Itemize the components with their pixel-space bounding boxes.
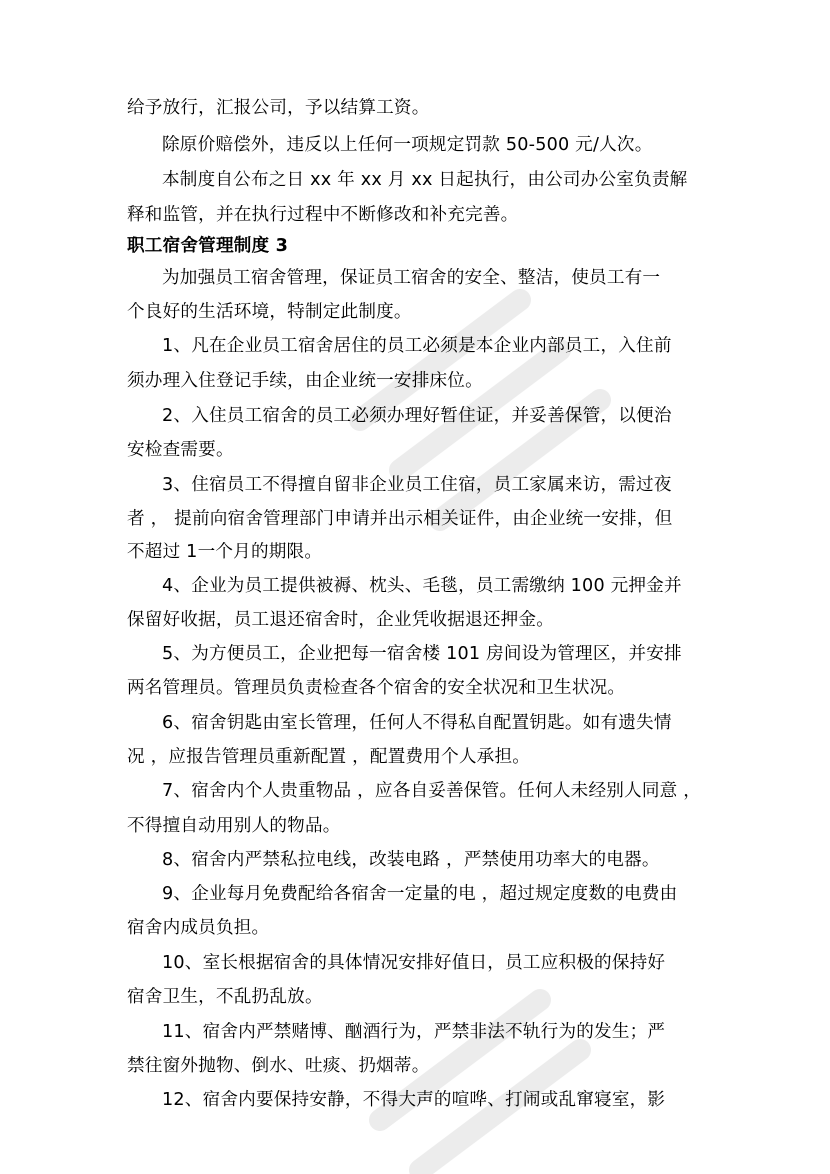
text-line: 安检查需要。	[127, 440, 234, 460]
text-line: 4、企业为员工提供被褥、枕头、毛毯，员工需缴纳 100 元押金并	[162, 576, 682, 596]
text-line: 两名管理员。管理员负责检查各个宿舍的安全状况和卫生状况。	[127, 678, 626, 698]
text-line: 不得擅自动用别人的物品。	[127, 816, 341, 836]
text-line: 10、室长根据宿舍的具体情况安排好值日，员工应积极的保持好	[162, 953, 666, 973]
text-line: 宿舍卫生，不乱扔乱放。	[127, 987, 323, 1007]
text-line: 除原价赔偿外，违反以上任何一项规定罚款 50-500 元/人次。	[162, 135, 653, 155]
text-line: 禁往窗外抛物、倒水、吐痰、扔烟蒂。	[127, 1056, 430, 1076]
text-line: 况 ，应报告管理员重新配置 ，配置费用个人承担。	[127, 747, 531, 767]
text-line: 给予放行，汇报公司，予以结算工资。	[127, 98, 430, 118]
text-line: 3、住宿员工不得擅自留非企业员工住宿，员工家属来访，需过夜	[162, 475, 672, 495]
text-line: 者 ， 提前向宿舍管理部门申请并出示相关证件，由企业统一安排，但	[127, 509, 673, 529]
text-line: 宿舍内成员负担。	[127, 918, 270, 938]
text-line: 释和监管，并在执行过程中不断修改和补充完善。	[127, 205, 519, 225]
text-line: 保留好收据，员工退还宿舍时，企业凭收据退还押金。	[127, 610, 555, 630]
text-line: 8、宿舍内严禁私拉电线，改装电路 ，严禁使用功率大的电器。	[162, 850, 660, 870]
text-line: 不超过 1一个月的期限。	[127, 542, 323, 562]
text-line: 为加强员工宿舍管理，保证员工宿舍的安全、整洁，使员工有一	[162, 268, 661, 288]
text-line: 个良好的生活环境，特制定此制度。	[127, 302, 412, 322]
text-line: 12、宿舍内要保持安静，不得大声的喧哗、打闹或乱窜寝室，影	[162, 1090, 666, 1110]
text-line: 须办理入住登记手续，由企业统一安排床位。	[127, 371, 483, 391]
text-line: 7、宿舍内个人贵重物品 ，应各自妥善保管。任何人未经别人同意 ，	[162, 781, 702, 801]
text-line: 本制度自公布之日 xx 年 xx 月 xx 日起执行，由公司办公室负责解	[162, 170, 688, 190]
text-line: 6、宿舍钥匙由室长管理，任何人不得私自配置钥匙。如有遗失情	[162, 713, 672, 733]
text-line: 9、企业每月免费配给各宿舍一定量的电 ，超过规定度数的电费由	[162, 884, 678, 904]
text-line: 1、凡在企业员工宿舍居住的员工必须是本企业内部员工，入住前	[162, 336, 672, 356]
text-line: 5、为方便员工，企业把每一宿舍楼 101 房间设为管理区，并安排	[162, 644, 682, 664]
text-line: 2、入住员工宿舍的员工必须办理好暂住证，并妥善保管，以便治	[162, 406, 672, 426]
text-line: 11、宿舍内严禁赌博、酗酒行为，严禁非法不轨行为的发生；严	[162, 1022, 666, 1042]
section-heading: 职工宿舍管理制度 3	[127, 236, 289, 256]
